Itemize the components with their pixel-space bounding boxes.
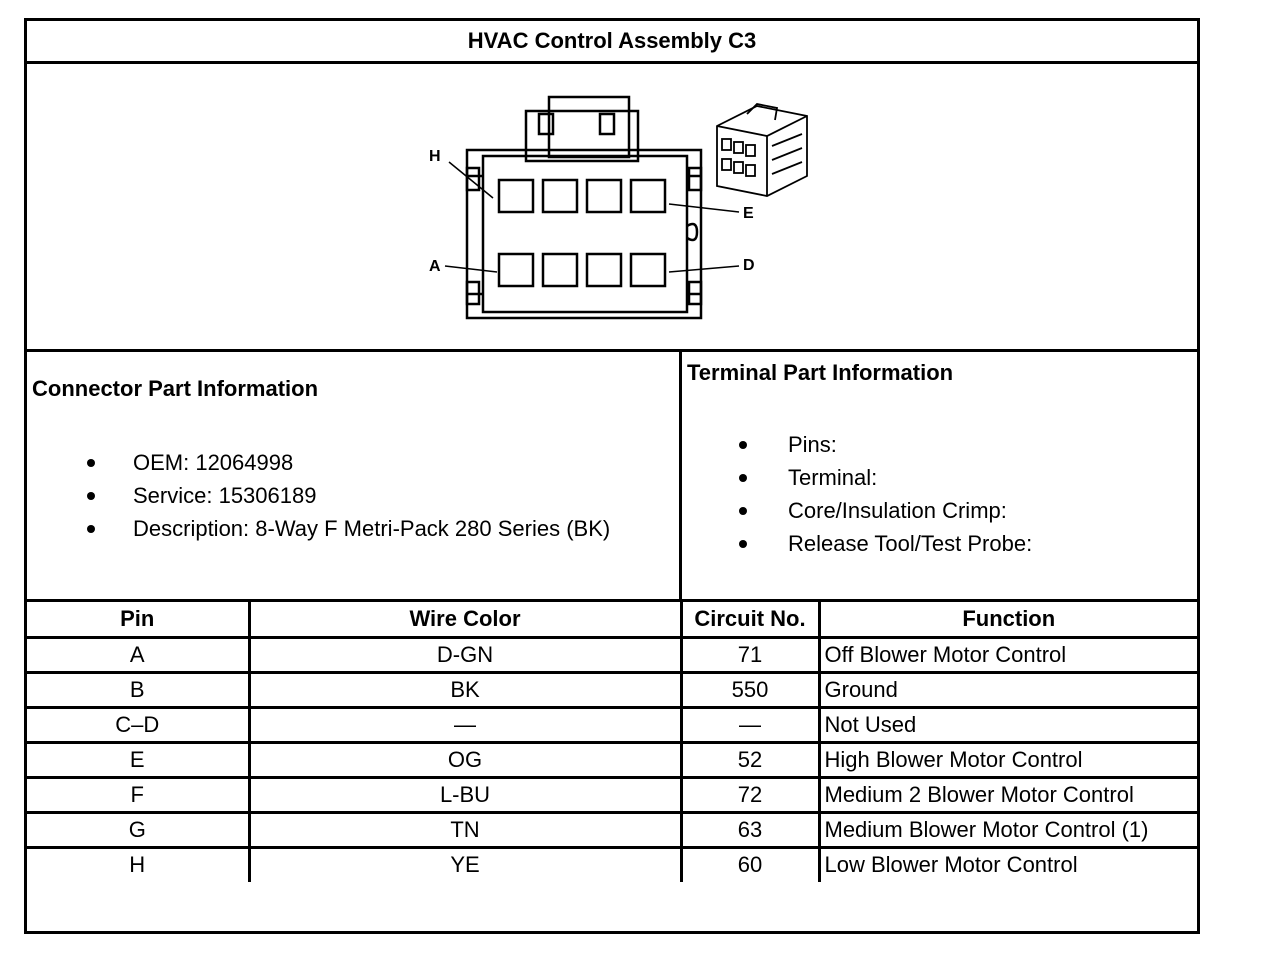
keying-notch	[687, 224, 697, 240]
cavity-f	[587, 180, 621, 212]
header-circuit-no: Circuit No.	[681, 602, 819, 637]
table-header-row	[27, 602, 1197, 637]
cell-pin: C–D	[27, 707, 249, 742]
cell-circuit: 52	[681, 742, 819, 777]
cell-function: Off Blower Motor Control	[819, 637, 1197, 672]
cell-pin: E	[27, 742, 249, 777]
cell-pin: G	[27, 812, 249, 847]
latch-slot-left	[539, 114, 553, 134]
cell-wire-color: BK	[249, 672, 681, 707]
cell-pin: H	[27, 847, 249, 882]
table-row	[27, 707, 1197, 742]
bullet-icon	[739, 540, 747, 548]
cell-wire-color: L-BU	[249, 777, 681, 812]
side-rib-tr	[689, 168, 701, 190]
connector-3d-icon	[717, 104, 807, 196]
cell-wire-color: TN	[249, 812, 681, 847]
bullet-icon	[739, 507, 747, 515]
terminal-info-heading: Terminal Part Information	[687, 360, 954, 385]
cell-circuit: 60	[681, 847, 819, 882]
cell-circuit: 71	[681, 637, 819, 672]
cell-wire-color: OG	[249, 742, 681, 777]
list-item: Service: 15306189	[83, 479, 610, 512]
cell-circuit: —	[681, 707, 819, 742]
latch-outer	[549, 97, 629, 157]
connector-diagram	[27, 64, 1197, 352]
sheet-title: HVAC Control Assembly C3	[27, 21, 1197, 64]
table-row	[27, 847, 1197, 882]
leader-e	[669, 204, 739, 212]
list-item: Description: 8-Way F Metri-Pack 280 Series (BK)	[83, 512, 610, 545]
cavity-a	[499, 254, 533, 286]
latch-tab	[526, 111, 638, 161]
list-item: Pins:	[738, 428, 1032, 461]
header-wire-color: Wire Color	[249, 602, 681, 637]
list-item: Terminal:	[738, 461, 1032, 494]
leader-a	[445, 266, 497, 272]
connector-sheet	[24, 18, 1200, 934]
table-row	[27, 777, 1197, 812]
bullet-icon	[87, 492, 95, 500]
cell-pin: A	[27, 637, 249, 672]
table-row	[27, 742, 1197, 777]
cavity-e	[631, 180, 665, 212]
label-e: E	[743, 205, 754, 222]
bullet-icon	[87, 525, 95, 533]
label-a: A	[429, 258, 441, 275]
connector-body-outer	[467, 150, 701, 318]
cell-function: Not Used	[819, 707, 1197, 742]
header-pin: Pin	[27, 602, 249, 637]
label-d: D	[743, 257, 755, 274]
cavity-d	[631, 254, 665, 286]
cell-circuit: 550	[681, 672, 819, 707]
connector-face-drawing	[27, 64, 1197, 349]
cell-circuit: 72	[681, 777, 819, 812]
cell-circuit: 63	[681, 812, 819, 847]
cell-function: Medium Blower Motor Control (1)	[819, 812, 1197, 847]
table-row	[27, 637, 1197, 672]
label-h: H	[429, 148, 441, 165]
cavity-h	[499, 180, 533, 212]
bullet-icon	[87, 459, 95, 467]
connector-info-list	[83, 446, 610, 545]
terminal-info-list	[738, 428, 1032, 560]
cavity-c	[587, 254, 621, 286]
cavity-g	[543, 180, 577, 212]
latch-slot-right	[600, 114, 614, 134]
table-row	[27, 812, 1197, 847]
bullet-icon	[739, 474, 747, 482]
pinout-table	[27, 602, 1197, 882]
cell-function: Medium 2 Blower Motor Control	[819, 777, 1197, 812]
connector-part-info	[27, 352, 682, 599]
cell-wire-color: YE	[249, 847, 681, 882]
cell-function: High Blower Motor Control	[819, 742, 1197, 777]
cell-pin: B	[27, 672, 249, 707]
part-info-section	[27, 352, 1197, 602]
list-item: OEM: 12064998	[83, 446, 610, 479]
cell-function: Low Blower Motor Control	[819, 847, 1197, 882]
cell-wire-color: D-GN	[249, 637, 681, 672]
connector-info-heading: Connector Part Information	[32, 376, 319, 401]
cell-function: Ground	[819, 672, 1197, 707]
table-row	[27, 672, 1197, 707]
leader-d	[669, 266, 739, 272]
cavity-b	[543, 254, 577, 286]
header-function: Function	[819, 602, 1197, 637]
list-item: Release Tool/Test Probe:	[738, 527, 1032, 560]
list-item: Core/Insulation Crimp:	[738, 494, 1032, 527]
terminal-part-info	[682, 352, 1197, 599]
bullet-icon	[739, 441, 747, 449]
cell-pin: F	[27, 777, 249, 812]
cell-wire-color: —	[249, 707, 681, 742]
